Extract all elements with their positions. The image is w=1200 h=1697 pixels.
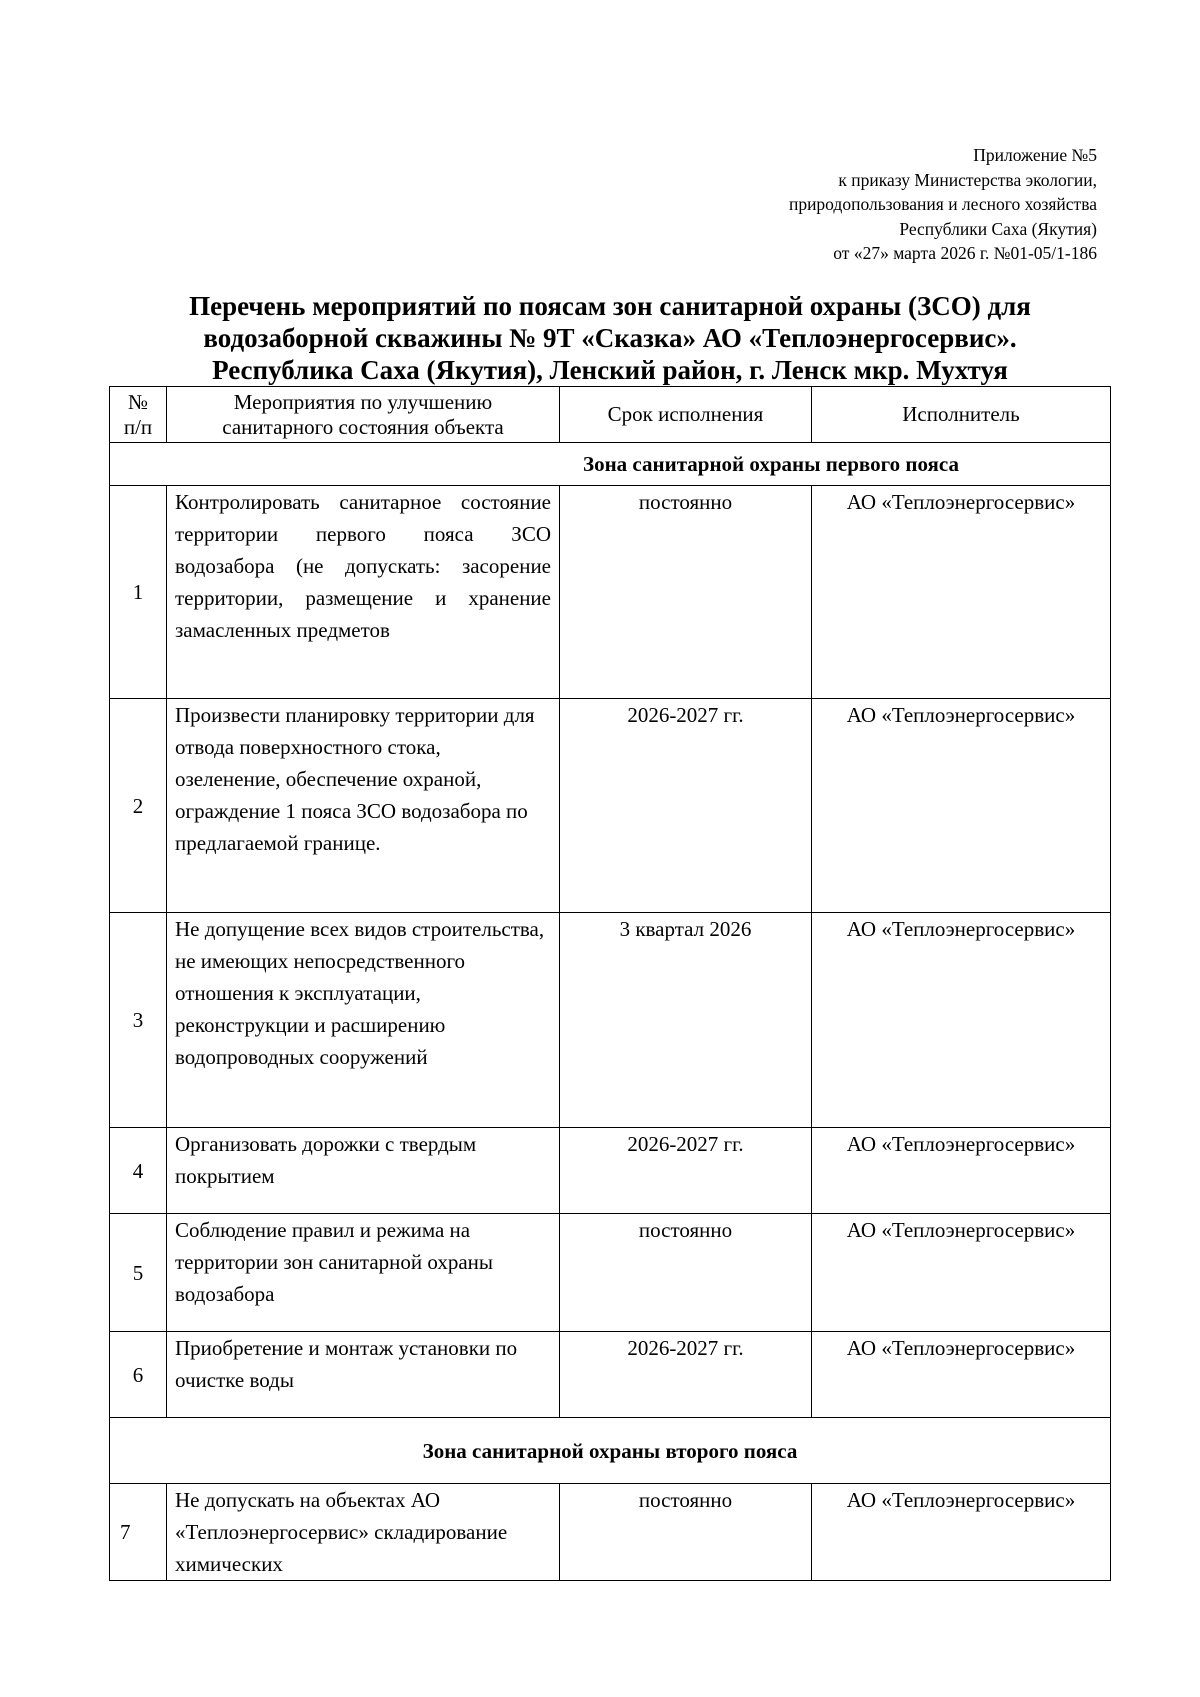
header-term: Срок исполнения [560,387,812,443]
table-row [110,1332,1111,1418]
row-term: 2026-2027 гг. [560,1332,812,1418]
row-executor: АО «Теплоэнергосервис» [812,1484,1111,1581]
row-executor: АО «Теплоэнергосервис» [812,1332,1111,1418]
row-measure: Соблюдение правил и режима на территории зон санитарной охраны водозабора [167,1214,560,1332]
table-row [110,1484,1111,1581]
zone-title: Зона санитарной охраны второго пояса [110,1418,1111,1484]
table-row [110,913,1111,1128]
row-executor: АО «Теплоэнергосервис» [812,486,1111,699]
row-number: 4 [110,1128,167,1214]
row-term: 2026-2027 гг. [560,1128,812,1214]
row-number: 7 [110,1484,167,1581]
row-executor: АО «Теплоэнергосервис» [812,1128,1111,1214]
title-line: Перечень мероприятий по поясам зон санитарной охраны (ЗСО) для [189,291,1031,321]
appendix-line: Республики Саха (Якутия) [899,218,1097,239]
document-title [110,290,1110,386]
table-row [110,699,1111,913]
table-header-row [110,387,1111,443]
appendix-line: природопользования и лесного хозяйства [788,194,1097,214]
row-measure: Не допущение всех видов строительства, не имеющих непосредственного отношения к эксплуатации, реконструкции и расширению водопроводных сооружений [167,913,560,1128]
measures-table [109,386,1111,1581]
row-measure: Приобретение и монтаж установки по очистке воды [167,1332,560,1418]
table-row [110,486,1111,699]
row-executor: АО «Теплоэнергосервис» [812,1214,1111,1332]
table-row [110,1128,1111,1214]
row-measure: Произвести планировку территории для отвода поверхностного стока, озеленение, обеспечение охраной, ограждение 1 пояса ЗСО водозабора по предлагаемой границе. [167,699,560,913]
zone-row-first [110,443,1111,486]
zone-title: Зона санитарной охраны первого пояса [110,443,1111,486]
row-executor: АО «Теплоэнергосервис» [812,699,1111,913]
row-term: 3 квартал 2026 [560,913,812,1128]
row-term: постоянно [560,1214,812,1332]
row-number: 5 [110,1214,167,1332]
row-term: постоянно [560,1484,812,1581]
row-number: 1 [110,486,167,699]
row-term: 2026-2027 гг. [560,699,812,913]
title-line: водозаборной скважины № 9Т «Сказка» АО «Теплоэнергосервис». [203,323,1017,353]
appendix-line: от «27» марта 2026 г. №01-05/1-186 [833,243,1097,263]
row-number: 6 [110,1332,167,1418]
row-measure: Организовать дорожки с твердым покрытием [167,1128,560,1214]
row-number: 2 [110,699,167,913]
row-executor: АО «Теплоэнергосервис» [812,913,1111,1128]
appendix-line: к приказу Министерства экологии, [838,169,1097,190]
row-measure: Контролировать санитарное состояние территории первого пояса ЗСО водозабора (не допускать: засорение территории, размещение и хранение замасленных предметов [167,486,560,699]
zone-row-second [110,1418,1111,1484]
row-number: 3 [110,913,167,1128]
row-term: постоянно [560,486,812,699]
title-line: Республика Саха (Якутия), Ленский район, г. Ленск мкр. Мухтуя [212,355,1008,385]
table-row [110,1214,1111,1332]
header-measure: Мероприятия по улучшению санитарного состояния объекта [167,387,560,443]
header-executor: Исполнитель [812,387,1111,443]
appendix-line: Приложение №5 [973,145,1097,165]
row-measure: Не допускать на объектах АО «Теплоэнергосервис» складирование химических [167,1484,560,1581]
header-num: № п/п [110,387,167,443]
appendix-header [789,143,1097,266]
